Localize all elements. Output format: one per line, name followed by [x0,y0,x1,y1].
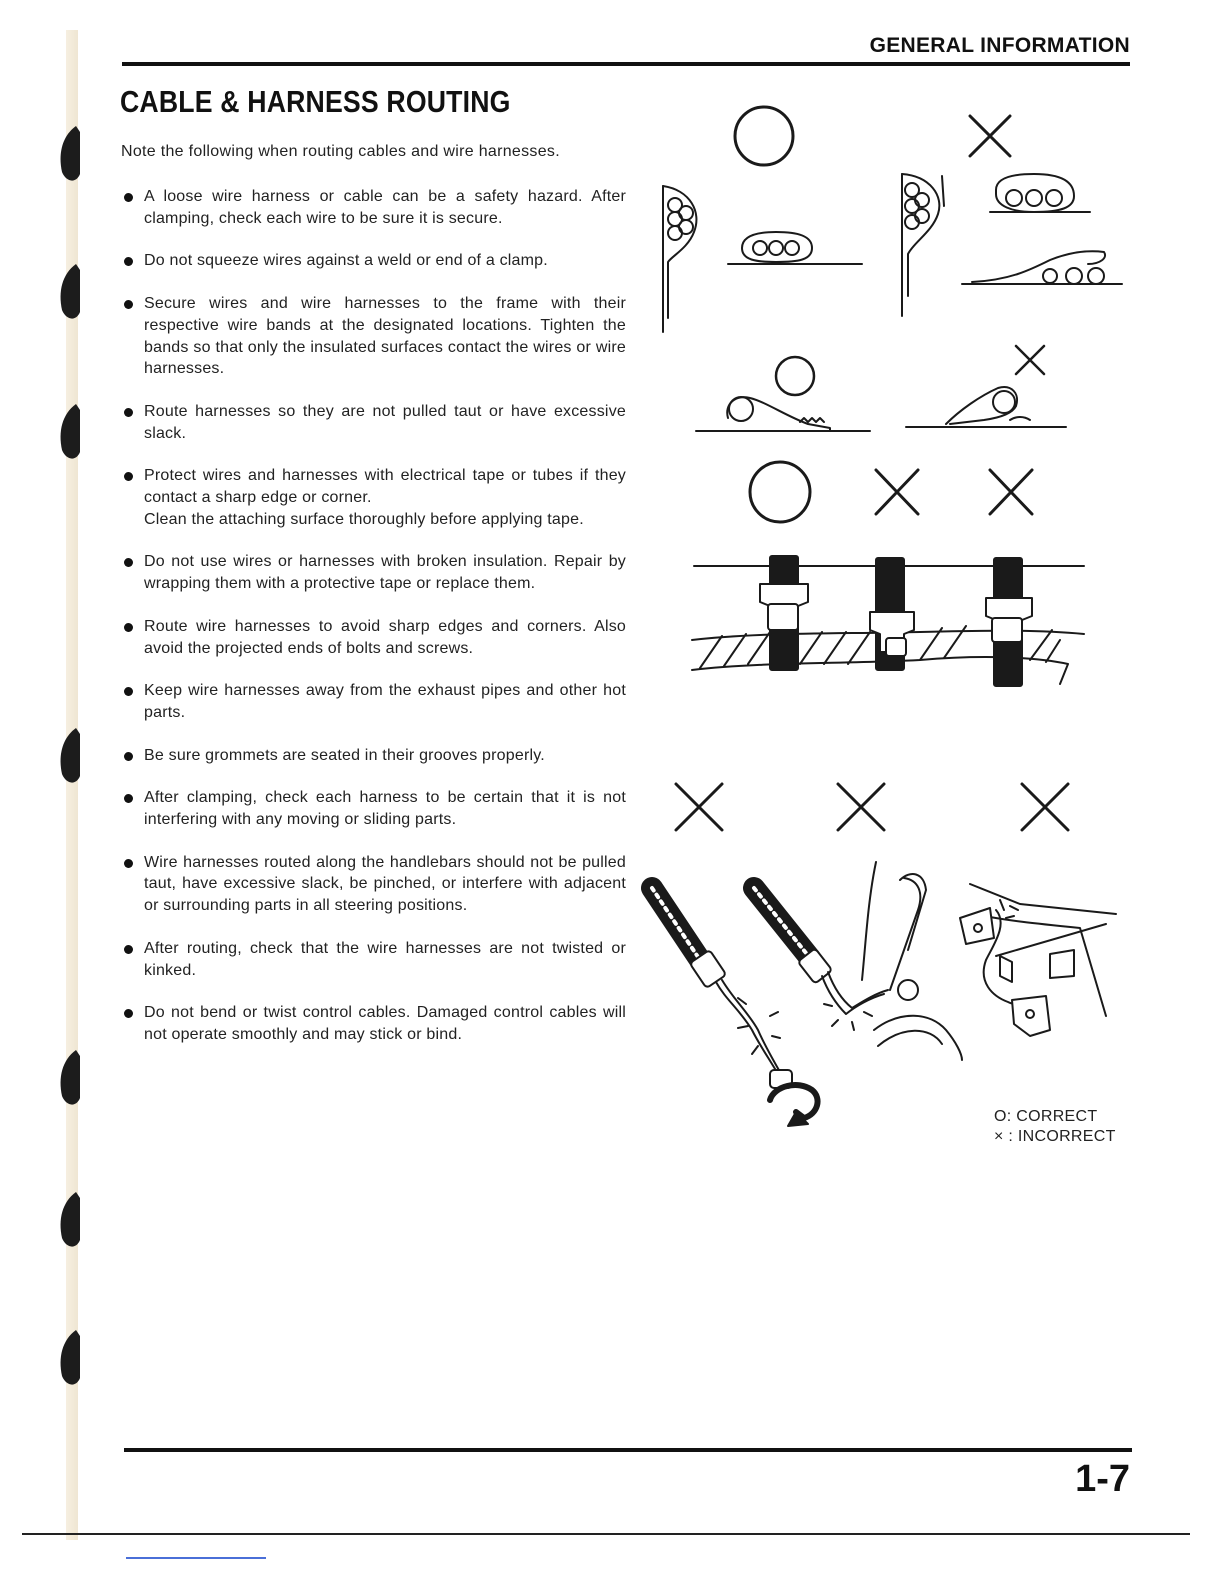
legend [994,1107,1116,1147]
correct-mark-icon [750,462,810,522]
section-title: CABLE & HARNESS ROUTING [120,84,511,119]
page-edge-line [22,1533,1190,1535]
list-item-text: Protect wires and harnesses with electrical tape or tubes if they contact a sharp edge or corner. Clean the attaching surface thoroughly before applying tape. [144,467,626,528]
intro-text: Note the following when routing cables and wire harnesses. [121,143,560,160]
list-item-text: Be sure grommets are seated in their grooves properly. [144,746,545,764]
incorrect-mark-icon [970,116,1010,156]
clamp-incorrect-figure [902,174,1122,316]
legend-correct: O: CORRECT [994,1108,1098,1125]
list-item-text: After clamping, check each harness to be certain that it is not interfering with any moving or sliding parts. [144,789,626,829]
list-item-text: Wire harnesses routed along the handlebars should not be pulled taut, have excessive slack, be pinched, or interfere with adjacent or surrounding parts in all steering positions. [144,853,626,915]
incorrect-mark-icon [1016,346,1044,374]
list-item-text: After routing, check that the wire harnesses are not twisted or kinked. [144,939,626,979]
list-item-text: Do not bend or twist control cables. Damaged control cables will not operate smoothly and may stick or bind. [144,1004,626,1043]
list-item-text: Secure wires and wire harnesses to the frame with their respective wire bands at the designated locations. Tighten the bands so that only the insulated surfaces contact the wires or wire harnesses. [144,295,626,378]
band-correct-figure [696,397,870,431]
incorrect-mark-icon [990,470,1032,514]
list-item-text: A loose wire harness or cable can be a safety hazard. After clamping, check each wire to be sure it is secure. [144,188,626,227]
footer-rule [124,1448,1132,1452]
header-title: GENERAL INFORMATION [869,34,1130,57]
page-number: 1-7 [1075,1458,1130,1500]
band-incorrect-figure [906,387,1066,427]
clamp-correct-figure [663,186,862,332]
legend-incorrect: × : INCORRECT [994,1128,1116,1145]
correct-mark-icon [735,107,793,165]
incorrect-mark-icon [676,784,722,830]
list-item-text: Do not use wires or harnesses with broken insulation. Repair by wrapping them with a protective tape or replace them. [144,553,626,593]
list-item-text: Route harnesses so they are not pulled taut or have excessive slack. [144,402,626,442]
list-item-text: Route wire harnesses to avoid sharp edges and corners. Also avoid the projected ends of bolts and screws. [144,617,626,657]
incorrect-mark-icon [876,470,918,514]
list-item-text: Keep wire harnesses away from the exhaust pipes and other hot parts. [144,682,626,721]
correct-mark-icon [776,357,814,395]
harness-band-figure [692,556,1084,686]
list-item-text: Do not squeeze wires against a weld or end of a clamp. [144,252,548,270]
scan-mark [126,1557,266,1559]
harness-near-frame-figure [960,884,1116,1036]
incorrect-mark-icon [1022,784,1068,830]
incorrect-mark-icon [838,784,884,830]
kinked-cable-figure [754,862,962,1060]
